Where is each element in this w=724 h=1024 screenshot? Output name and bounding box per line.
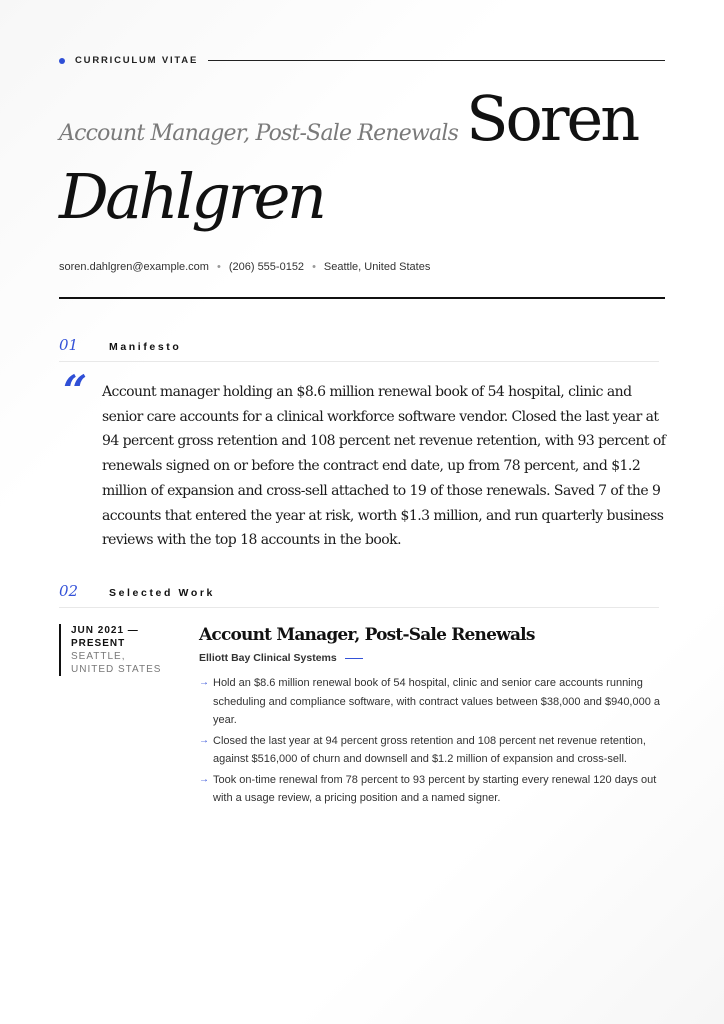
- list-item: [199, 771, 665, 808]
- contact-separator: •: [312, 261, 316, 273]
- role-title: Account Manager, Post-Sale Renewals: [59, 121, 459, 146]
- contact-separator: •: [216, 261, 221, 273]
- section-divider: [59, 607, 659, 608]
- contact-location: Seattle, United States: [323, 261, 431, 273]
- header-divider: [59, 297, 665, 299]
- cv-label: CURRICULUM VITAE: [75, 55, 199, 66]
- headline: [59, 82, 684, 155]
- arrow-right-icon: →: [199, 677, 209, 688]
- section-number: 01: [59, 336, 79, 354]
- job-dates: JUN 2021 — PRESENT: [71, 625, 139, 649]
- arrow-right-icon: →: [199, 773, 209, 785]
- last-name: Dahlgren: [59, 160, 324, 233]
- job-bullets: [199, 674, 665, 808]
- job-title: Account Manager, Post-Sale Renewals: [199, 625, 535, 645]
- section-divider: [59, 361, 659, 362]
- job-company: [199, 652, 665, 664]
- contact-email[interactable]: soren.dahlgren@example.com: [59, 261, 209, 273]
- section-title: Manifesto: [109, 341, 182, 353]
- bullet-text: Hold an $8.6 million renewal book of 54 hospital, clinic and senior care accounts running scheduling and compliance software, with contract values between $38,000 and $940,000 a year.: [213, 677, 661, 726]
- cv-header-bar: [59, 55, 665, 66]
- quote-icon: “: [63, 366, 88, 415]
- job-location: SEATTLE, UNITED STATES: [71, 651, 162, 675]
- list-item: [199, 732, 665, 769]
- list-item: [199, 674, 665, 730]
- company-dash-icon: [345, 658, 363, 659]
- bullet-text: Closed the last year at 94 percent gross retention and 108 percent net revenue retention, against $516,000 of churn and downsell and $1.2 million of expansion and cross-sell.: [213, 734, 646, 765]
- section-title: Selected Work: [109, 587, 215, 599]
- manifesto-section-header: [59, 336, 659, 354]
- header-top-rule: [208, 60, 665, 61]
- job-body: [199, 624, 665, 810]
- arrow-right-icon: →: [199, 734, 209, 746]
- company-name: Elliott Bay Clinical Systems: [199, 652, 337, 664]
- bullet-text: Took on-time renewal from 78 percent to 93 percent by starting every renewal 120 days out with a usage review, a pricing position and a named signer.: [213, 773, 657, 804]
- first-name: Soren: [466, 82, 638, 155]
- work-section-header: [59, 582, 659, 600]
- contact-line: [59, 261, 430, 273]
- section-number: 02: [59, 582, 79, 600]
- contact-phone[interactable]: (206) 555-0152: [228, 261, 305, 273]
- bullet-dot-icon: [59, 58, 65, 64]
- job-meta: [59, 624, 171, 676]
- manifesto-text: Account manager holding an $8.6 million renewal book of 54 hospital, clinic and senior care accounts for a clinical workforce software vendor. Closed the last year at 94 percent gross retention and 108 percent net revenue retention, with 93 percent of renewals signed on or before the contract end date, up from 78 percent, and $1.2 million of expansion and cross-sell attached to 19 of those renewals. Saved 7 of the 9 accounts that entered the year at risk, worth $1.3 million, and run quarterly business reviews with the top 18 accounts in the book.: [102, 384, 666, 549]
